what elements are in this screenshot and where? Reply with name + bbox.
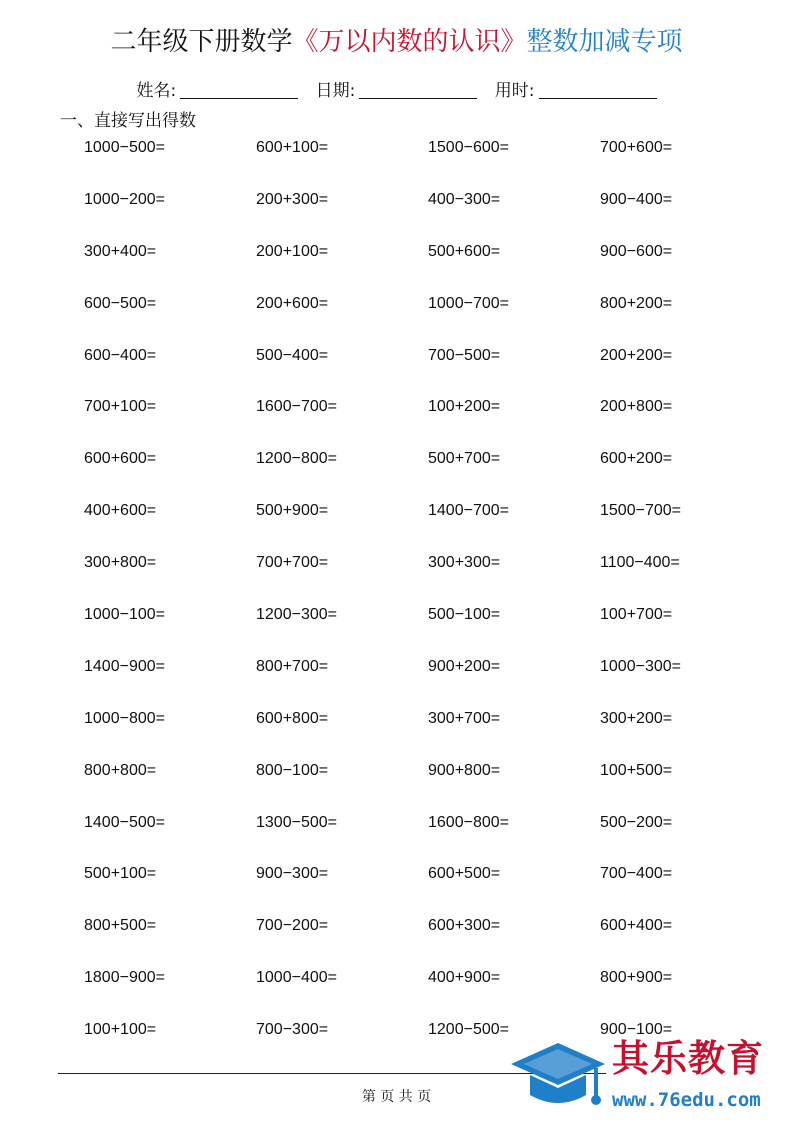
problem-item: 200+300= xyxy=(256,190,329,208)
problem-item: 700+600= xyxy=(600,139,673,156)
problem-item: 600−400= xyxy=(84,346,157,364)
problem-item: 1000−700= xyxy=(428,294,509,312)
problem-item: 200+100= xyxy=(256,242,329,260)
problem-item: 1100−400= xyxy=(600,554,680,572)
problem-item: 300+800= xyxy=(84,554,157,572)
problem-item: 600+200= xyxy=(600,450,673,468)
problem-item: 800+700= xyxy=(256,657,329,675)
graduation-cap-icon xyxy=(508,1037,608,1115)
student-info-row xyxy=(0,78,793,104)
problem-item: 200+600= xyxy=(256,294,329,312)
problem-item: 500+600= xyxy=(428,242,501,260)
problem-item: 500+900= xyxy=(256,502,329,520)
date-blank[interactable] xyxy=(359,80,477,99)
problem-item: 600−500= xyxy=(84,294,157,312)
problem-item: 900−400= xyxy=(600,190,673,208)
problem-item: 1500−600= xyxy=(428,139,509,156)
name-blank[interactable] xyxy=(180,80,298,99)
section-heading: 一、直接写出得数 xyxy=(60,111,196,131)
problem-item: 500−100= xyxy=(428,606,501,624)
problem-item: 700−400= xyxy=(600,865,673,883)
problem-item: 1400−500= xyxy=(84,813,165,831)
title-unit: 《万以内数的认识》 xyxy=(292,27,527,57)
problem-item: 1600−700= xyxy=(256,398,337,416)
problem-item: 1000−400= xyxy=(256,969,337,987)
brand-name: 其乐教育 xyxy=(612,1037,764,1080)
problem-item: 900−300= xyxy=(256,865,329,883)
time-field xyxy=(495,81,657,101)
problem-item: 600+100= xyxy=(256,139,329,156)
publisher-logo xyxy=(508,1035,790,1117)
title-topic: 整数加减专项 xyxy=(526,27,683,57)
time-blank[interactable] xyxy=(539,80,657,99)
problem-item: 1400−900= xyxy=(84,657,165,675)
problem-item: 300+300= xyxy=(428,554,501,572)
problem-item: 500+100= xyxy=(84,865,157,883)
name-field xyxy=(136,81,303,101)
title-grade: 二年级下册数学 xyxy=(110,27,293,57)
problem-item: 600+300= xyxy=(428,917,501,935)
problem-item: 1600−800= xyxy=(428,813,509,831)
problem-item: 1200−500= xyxy=(428,1021,509,1039)
problem-item: 1000−200= xyxy=(84,190,165,208)
problem-item: 600+500= xyxy=(428,865,501,883)
problem-item: 500−200= xyxy=(600,813,673,831)
problem-item: 800+200= xyxy=(600,294,673,312)
problem-item: 800−100= xyxy=(256,761,329,779)
problem-grid xyxy=(84,135,772,1069)
problem-item: 200+800= xyxy=(600,398,673,416)
problem-item: 700+700= xyxy=(256,554,329,572)
problem-item: 400+900= xyxy=(428,969,501,987)
problem-item: 1800−900= xyxy=(84,969,165,987)
problem-item: 100+500= xyxy=(600,761,673,779)
problem-item: 1000−800= xyxy=(84,709,165,727)
page-number-label: 第 页 共 页 xyxy=(361,1089,432,1105)
time-label: 用时: xyxy=(494,81,535,101)
problem-item: 700−300= xyxy=(256,1021,329,1039)
problem-item: 1000−300= xyxy=(600,657,681,675)
problem-item: 300+200= xyxy=(600,709,673,727)
problem-item: 600+600= xyxy=(84,450,157,468)
problem-item: 700−500= xyxy=(428,346,501,364)
problem-item: 900−100= xyxy=(600,1021,673,1039)
problem-item: 600+400= xyxy=(600,917,673,935)
problem-item: 800+800= xyxy=(84,761,157,779)
problem-item: 1400−700= xyxy=(428,502,509,520)
date-field xyxy=(316,81,483,101)
problem-item: 800+500= xyxy=(84,917,157,935)
problem-item: 800+900= xyxy=(600,969,673,987)
problem-item: 900+200= xyxy=(428,657,501,675)
problem-item: 700+100= xyxy=(84,398,157,416)
problem-item: 300+700= xyxy=(428,709,501,727)
worksheet-title xyxy=(0,22,793,62)
problem-item: 1200−300= xyxy=(256,606,337,624)
brand-url: www.76edu.com xyxy=(612,1089,761,1111)
name-label: 姓名: xyxy=(136,81,177,101)
problem-item: 1000−500= xyxy=(84,139,165,156)
problem-item: 300+400= xyxy=(84,242,157,260)
problem-item: 400−300= xyxy=(428,190,501,208)
problem-item: 1200−800= xyxy=(256,450,337,468)
problem-item: 100+200= xyxy=(428,398,501,416)
problem-item: 900+800= xyxy=(428,761,501,779)
problem-item: 200+200= xyxy=(600,346,673,364)
problem-item: 700−200= xyxy=(256,917,329,935)
problem-item: 500+700= xyxy=(428,450,501,468)
problem-item: 100+700= xyxy=(600,606,673,624)
problem-item: 900−600= xyxy=(600,242,673,260)
problem-item: 1000−100= xyxy=(84,606,165,624)
problem-item: 400+600= xyxy=(84,502,157,520)
problem-item: 1300−500= xyxy=(256,813,337,831)
problem-item: 600+800= xyxy=(256,709,329,727)
problem-item: 500−400= xyxy=(256,346,329,364)
date-label: 日期: xyxy=(315,81,356,101)
problem-item: 1500−700= xyxy=(600,502,681,520)
problem-item: 100+100= xyxy=(84,1021,157,1039)
